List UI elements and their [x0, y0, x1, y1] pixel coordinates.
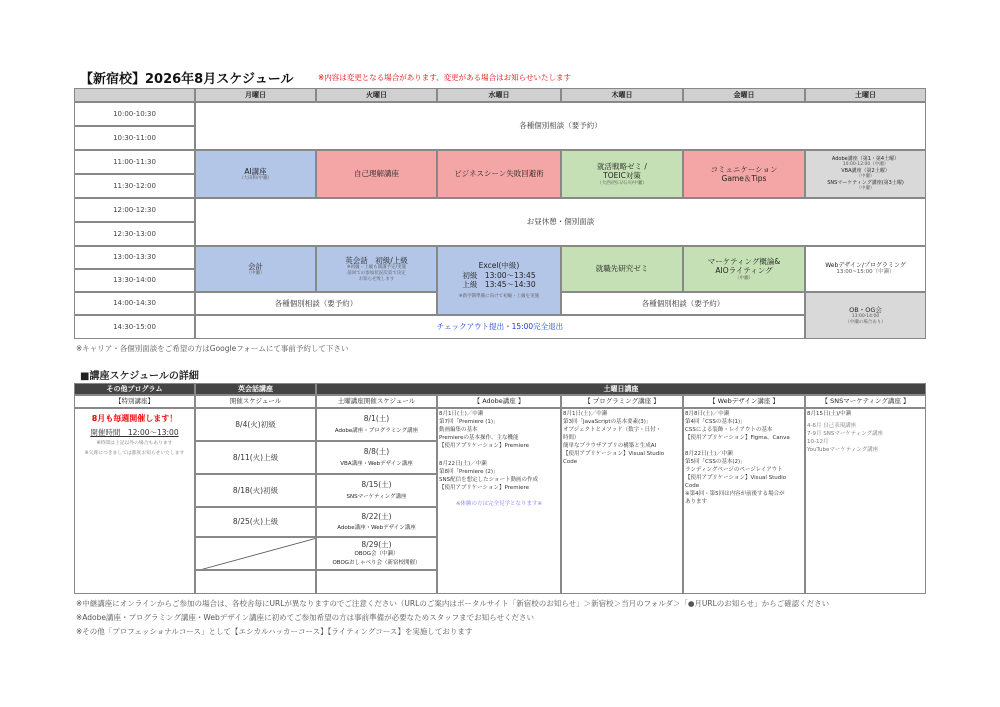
detail-line: SNS配信を想定したショート動画の作成 — [439, 476, 538, 483]
sat-empty — [316, 570, 437, 594]
consult-pm: 各種個別相談（要予約） — [561, 292, 805, 315]
detail-title: 第5回「CSSの基本(2)」 — [685, 458, 746, 465]
lunch-break: お昼休憩・個別面談 — [195, 198, 926, 246]
eng-date: 8/18(火)初級 — [195, 474, 316, 507]
course-instructor: （中瀬） — [246, 270, 265, 276]
sat-date-topic: Adobe講座・Webデザイン講座 — [337, 524, 416, 531]
course-note: （中瀬の場合あり） — [845, 319, 886, 325]
web-header: 【 Webデザイン講座 】 — [683, 395, 805, 408]
detail-line: 【使用アプリケーション】Figma、Canva — [685, 434, 790, 441]
detail-line: Premiereの基本操作、主な機能 — [439, 434, 519, 441]
time-slot: 14:30-15:00 — [74, 315, 195, 339]
sat-date-row — [316, 441, 437, 474]
course-note: 前回での参加状況次第で決定 — [347, 270, 406, 276]
course-label: 英会話 初級/上級 — [345, 255, 408, 265]
sat-date: 8/22(土) — [361, 512, 392, 522]
course-time: 上級 13:45～14:30 — [462, 279, 536, 289]
sns-header: 【 SNSマーケティング講座 】 — [805, 395, 926, 408]
course-instructor: （大西/西口/石川/中瀬） — [597, 180, 647, 186]
course-instructor: （大田和/中瀬） — [238, 175, 272, 181]
detail-date: 8月22日(土)／中瀬 — [439, 460, 487, 467]
course-label: TOEIC対策 — [603, 171, 641, 181]
sat-course-detail: （中瀬） — [856, 174, 875, 180]
detail-line: CSSによる装飾・レイアウトの基本 — [685, 426, 773, 433]
footnote: ※その他「プロフェッショナルコース」として【エシカルハッカーコース】【ライティングコース】を実施しております — [76, 627, 473, 636]
sat-am-courses — [805, 150, 926, 198]
detail-line: 【使用アプリケーション】Premiere — [439, 484, 529, 491]
consult-pm: 各種個別相談（要予約） — [195, 292, 437, 315]
special-time: 開催時間 12:00～13:00 — [90, 428, 179, 437]
detail-title: 第3回「JavaScriptの基本要素(3)」 — [563, 418, 652, 425]
course-time: 初級 13:00～13:45 — [462, 270, 536, 280]
title-note: ※内容は変更となる場合があります、変更がある場合はお知らせいたします — [318, 73, 571, 82]
special-note: ※欠席につきましては都度お知らせいたします — [84, 451, 185, 457]
sat-date: 8/15(土) — [361, 480, 392, 490]
detail-line: 【使用アプリケーション】Premiere — [439, 442, 529, 449]
sat-date: 8/8(土) — [363, 447, 390, 457]
sat-date: 8/1(土) — [363, 414, 390, 424]
eng-empty — [195, 537, 316, 570]
detail-date: 8月1日(土)／中瀬 — [563, 411, 608, 417]
detail-date: 8月22日(土)／中瀬 — [685, 450, 733, 457]
sat-course-detail: （中瀬） — [856, 186, 875, 192]
time-slot: 13:30-14:00 — [74, 269, 195, 292]
time-slot: 10:30-11:00 — [74, 126, 195, 150]
sat-web-course — [805, 246, 926, 292]
detail-date: 8月1日(土)／中瀬 — [439, 411, 484, 417]
course-label: AI講座 — [244, 166, 267, 176]
detail-line: 簡単なブラウザアプリの構築と生成AI — [563, 442, 657, 449]
mon-ai-course — [195, 150, 316, 198]
detail-title: 第4回「CSSの基本(1)」 — [685, 418, 746, 425]
eng-date: 8/25(火)上級 — [195, 507, 316, 537]
sat-date-topic: OBOGおしゃべり会（新宿校開催） — [332, 560, 421, 567]
eng-date: 8/11(火)上級 — [195, 441, 316, 474]
eng-sched-header: 開催スケジュール — [195, 395, 316, 408]
course-label: コミュニケーション — [710, 164, 778, 174]
detail-date: 8月8日(土)／中瀬 — [685, 411, 730, 417]
sat-date-row — [316, 474, 437, 507]
sat-header: 土曜日講座 — [316, 383, 926, 395]
prog-header: 【 プログラミング講座 】 — [561, 395, 683, 408]
special-header: 【特別講座】 — [74, 395, 195, 408]
footnote: ※Adobe講座・プログラミング講座・Webデザイン講座に初めてご参加希望の方は事前準備が必要なためスタッフまでお知らせください — [76, 613, 534, 622]
sat-course: SNSマーケティング講座(第3土曜) — [827, 179, 904, 186]
sat-date-row — [316, 537, 437, 570]
time-slot: 11:30-12:00 — [74, 174, 195, 198]
eng-date: 8/4(火)初級 — [195, 408, 316, 441]
day-header: 木曜日 — [561, 88, 683, 102]
course-label: Webデザイン/プログラミング — [825, 261, 906, 269]
thu-research-course: 就職先研究ゼミ — [561, 246, 683, 292]
detail-line: 4-6月 自己表現講座 — [807, 422, 857, 429]
time-slot: 11:00-11:30 — [74, 150, 195, 174]
course-label: Game＆Tips — [721, 174, 767, 183]
course-label: 会計 — [248, 261, 263, 271]
time-slot: 13:00-13:30 — [74, 246, 195, 269]
corner-header — [74, 88, 195, 102]
sat-date: 8/29(土) — [361, 539, 392, 549]
tue-eng-course — [316, 246, 437, 292]
detail-date: 8月15日(土)/中瀬 — [807, 411, 852, 417]
day-header: 土曜日 — [805, 88, 926, 102]
course-note: お知らせ致します — [358, 276, 395, 282]
detail-line: 【使用アプリケーション】Visual Studio — [563, 450, 665, 457]
sat-sched-header: 土曜講座開催スケジュール — [316, 395, 437, 408]
web-detail — [685, 411, 803, 507]
sat-date-topic: SNSマーケティング講座 — [346, 493, 407, 500]
detail-note: ※第4回・第5回は内容が前後する場合が — [685, 490, 785, 497]
time-slot: 12:00-12:30 — [74, 198, 195, 222]
fri-comm-course — [683, 150, 805, 198]
detail-line: 10-12月 — [807, 438, 829, 445]
sat-course-detail: 10:00-12:00（中瀬） — [842, 162, 889, 168]
detail-line: 7-9月 SNSマーケティング講座 — [807, 430, 884, 437]
diagonal-line — [196, 538, 316, 570]
course-instructor: （中瀬） — [735, 275, 753, 281]
sat-course: Adobe講座（第1・第4土曜） — [831, 156, 900, 163]
wed-biz-course: ビジネスシーン失敗回避術 — [437, 150, 561, 198]
adobe-header: 【 Adobe講座 】 — [437, 395, 561, 408]
time-slot: 10:00-10:30 — [74, 102, 195, 126]
detail-line: Code — [563, 458, 578, 465]
day-header: 水曜日 — [437, 88, 561, 102]
course-label: マーケティング概論& — [707, 256, 781, 266]
detail-line: ランディングページのページレイアウト — [685, 466, 783, 473]
day-header: 火曜日 — [316, 88, 437, 102]
sat-date-row — [316, 507, 437, 537]
special-note: ※時間は上記以外の場合もあります — [96, 441, 173, 447]
course-time: 13:00-14:00 — [851, 313, 880, 319]
detail-line: 【使用アプリケーション】Visual Studio — [685, 474, 787, 481]
tue-self-course: 自己理解講座 — [316, 150, 437, 198]
section-title: ■講座スケジュールの詳細 — [80, 371, 199, 382]
detail-title: 第7回「Premiere (1)」 — [439, 418, 499, 425]
detail-note: あります — [685, 498, 708, 505]
detail-line: 動画編集の基本 — [439, 426, 478, 433]
time-slot: 14:00-14:30 — [74, 292, 195, 315]
course-note: ※新学期準備に向けて初級・上級を実施 — [458, 294, 540, 300]
prog-detail — [563, 411, 681, 467]
day-header: 金曜日 — [683, 88, 805, 102]
mon-acc-course — [195, 246, 316, 292]
detail-line: オブジェクトとメソッド（数字・日付・ — [563, 426, 662, 433]
course-label: AIOライティング — [715, 266, 773, 276]
eng-empty — [195, 570, 316, 594]
sat-obog — [805, 292, 926, 339]
course-label: Excel(中級) — [478, 261, 520, 271]
other-programs-header: その他プログラム — [74, 383, 195, 395]
course-time: 13:00~15:00（中瀬） — [836, 269, 895, 276]
eng-header: 英会話講座 — [195, 383, 316, 395]
sat-date-topic: VBA講座・Webデザイン講座 — [340, 460, 413, 467]
footnote: ※中継講座にオンラインからご参加の場合は、各校舎毎にURLが異なりますのでご注意ください（URLのご案内はポータルサイト「新宿校のお知らせ」＞新宿校＞当月のフォルダ＞「●月URLのお知らせ」からご確認ください — [76, 599, 830, 608]
course-label: OB・OG会 — [849, 305, 882, 314]
day-header: 月曜日 — [195, 88, 316, 102]
consult-note: ※キャリア・各個別面談をご希望の方はGoogleフォームにて事前予約して下さい — [76, 344, 349, 353]
consult-am: 各種個別相談（要予約） — [195, 102, 926, 150]
course-label: 就活戦略ゼミ / — [597, 161, 647, 171]
sat-date-topic: Adobe講座・プログラミング講座 — [334, 427, 419, 434]
detail-line: YouTubeマーケティング講座 — [807, 446, 879, 453]
checkout-notice: チェックアウト提出・15:00完全退出 — [195, 315, 805, 339]
sat-date-row — [316, 408, 437, 441]
sat-date-topic: OBOG会（中瀬） — [354, 551, 399, 558]
time-slot: 12:30-13:00 — [74, 222, 195, 246]
page-title: 【新宿校】2026年8月スケジュール — [80, 72, 294, 87]
special-headline: 8月も毎週開催します！ — [91, 414, 178, 423]
course-note: ※初級・上級も開講予定/実施 — [346, 265, 407, 271]
adobe-detail — [439, 411, 559, 509]
detail-line: 時間） — [563, 434, 580, 441]
sat-course: VBA講座（第2土曜） — [841, 168, 890, 175]
detail-line: Code — [685, 482, 700, 489]
wed-excel-course — [437, 246, 561, 315]
fri-mkt-course — [683, 246, 805, 292]
detail-note: ※体験の方は完全見学となります※ — [455, 500, 543, 507]
detail-title: 第8回「Premiere (2)」 — [439, 468, 499, 475]
special-cell — [74, 408, 195, 594]
sns-detail — [807, 411, 924, 455]
thu-job-course — [561, 150, 683, 198]
